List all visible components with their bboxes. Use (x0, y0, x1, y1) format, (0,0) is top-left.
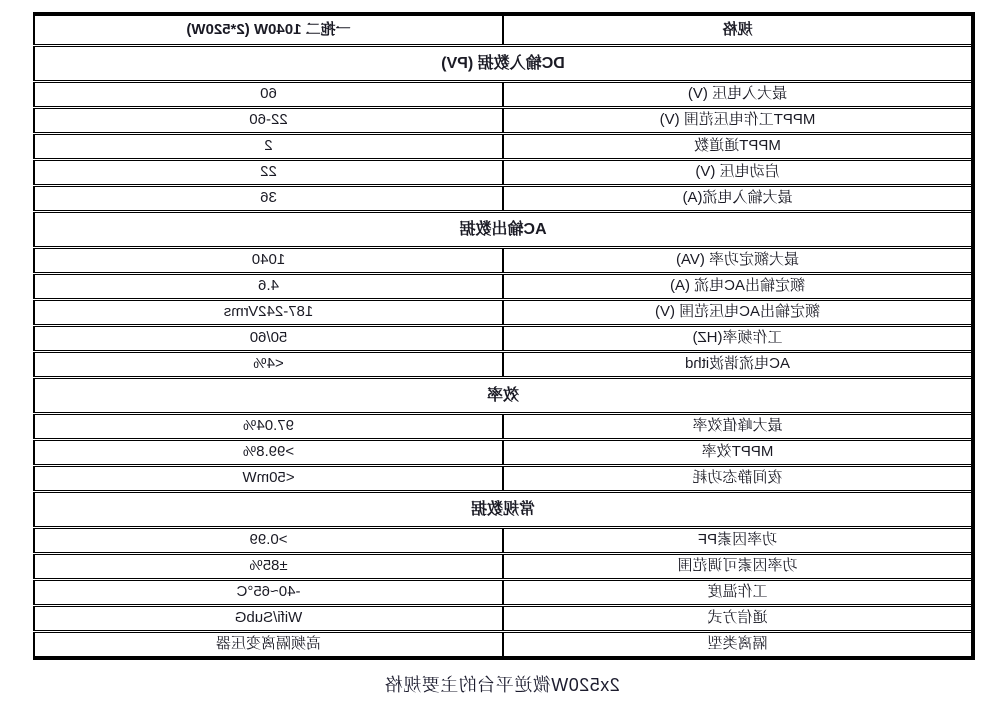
section-row-efficiency (34, 378, 973, 414)
row-value: Wifi/SubG (34, 606, 503, 632)
table-row (34, 528, 973, 554)
table-row (34, 580, 973, 606)
row-label: MPPT通道数 (694, 137, 781, 155)
section-title: 常规数据 (471, 500, 536, 518)
row-value: -40~65°C (34, 580, 503, 606)
row-value: 36 (34, 186, 503, 212)
table-row (34, 108, 973, 134)
section-title: 效率 (487, 386, 520, 404)
table-row (34, 632, 973, 659)
row-value: 187-242Vrms (34, 300, 503, 326)
table-row (34, 274, 973, 300)
header-row (34, 14, 973, 46)
row-value: 60 (34, 82, 503, 108)
col-header-spec: 规格 (722, 20, 753, 38)
row-label: 最大入电压 (V) (687, 85, 788, 103)
row-label: 夜间静态功耗 (692, 469, 783, 487)
row-value: 4.6 (34, 274, 503, 300)
row-value: 1040 (34, 248, 503, 274)
row-value: 50/60 (34, 326, 503, 352)
row-value: ±85% (34, 554, 503, 580)
row-label: 通信方式 (707, 609, 768, 627)
row-label: 额定输出AC电压范围 (V) (655, 303, 821, 321)
row-value: 2 (34, 134, 503, 160)
table-row (34, 554, 973, 580)
table-caption: 2x520W微逆平台的主要规格 (384, 675, 620, 695)
table-row (34, 352, 973, 378)
table-row (34, 326, 973, 352)
row-label: 最大输入电流(A) (682, 189, 793, 207)
row-label: 功率因素可调范围 (677, 557, 798, 575)
spec-table (33, 12, 975, 660)
table-row (34, 414, 973, 440)
section-row-ac-output (34, 212, 973, 248)
row-label: MPPT工作电压范围 (V) (659, 111, 816, 129)
section-row-general (34, 492, 973, 528)
row-label: 启动电压 (V) (695, 163, 780, 181)
table-row (34, 186, 973, 212)
section-title: DC输入数据 (PV) (441, 54, 565, 72)
row-value: >0.99 (34, 528, 503, 554)
col-header-model: 一拖二 1040W (2*520W) (34, 14, 503, 46)
row-value: <50mW (34, 466, 503, 492)
table-row (34, 248, 973, 274)
row-value: 22 (34, 160, 503, 186)
table-row (34, 440, 973, 466)
row-value: <4% (34, 352, 503, 378)
row-label: 额定输出AC电流 (A) (670, 277, 806, 295)
row-label: 功率因素PF (697, 531, 778, 549)
table-row (34, 134, 973, 160)
row-label: 最大峰值效率 (692, 417, 783, 435)
row-label: 工作频率(HZ) (692, 329, 783, 347)
table-row (34, 160, 973, 186)
row-value: 高频隔离变压器 (34, 632, 503, 659)
table-row (34, 466, 973, 492)
row-label: 隔离类型 (707, 635, 768, 653)
table-row (34, 300, 973, 326)
row-value: 97.04% (34, 414, 503, 440)
row-label: 工作温度 (707, 583, 768, 601)
row-label: MPPT效率 (701, 443, 774, 461)
table-row (34, 82, 973, 108)
table-row (34, 606, 973, 632)
section-row-dc-input (34, 46, 973, 82)
section-title: AC输出数据 (459, 220, 547, 238)
row-label: AC电流谐波ithd (684, 355, 791, 373)
row-label: 最大额定功率 (VA) (675, 251, 800, 269)
row-value: 22-60 (34, 108, 503, 134)
row-value: >99.8% (34, 440, 503, 466)
